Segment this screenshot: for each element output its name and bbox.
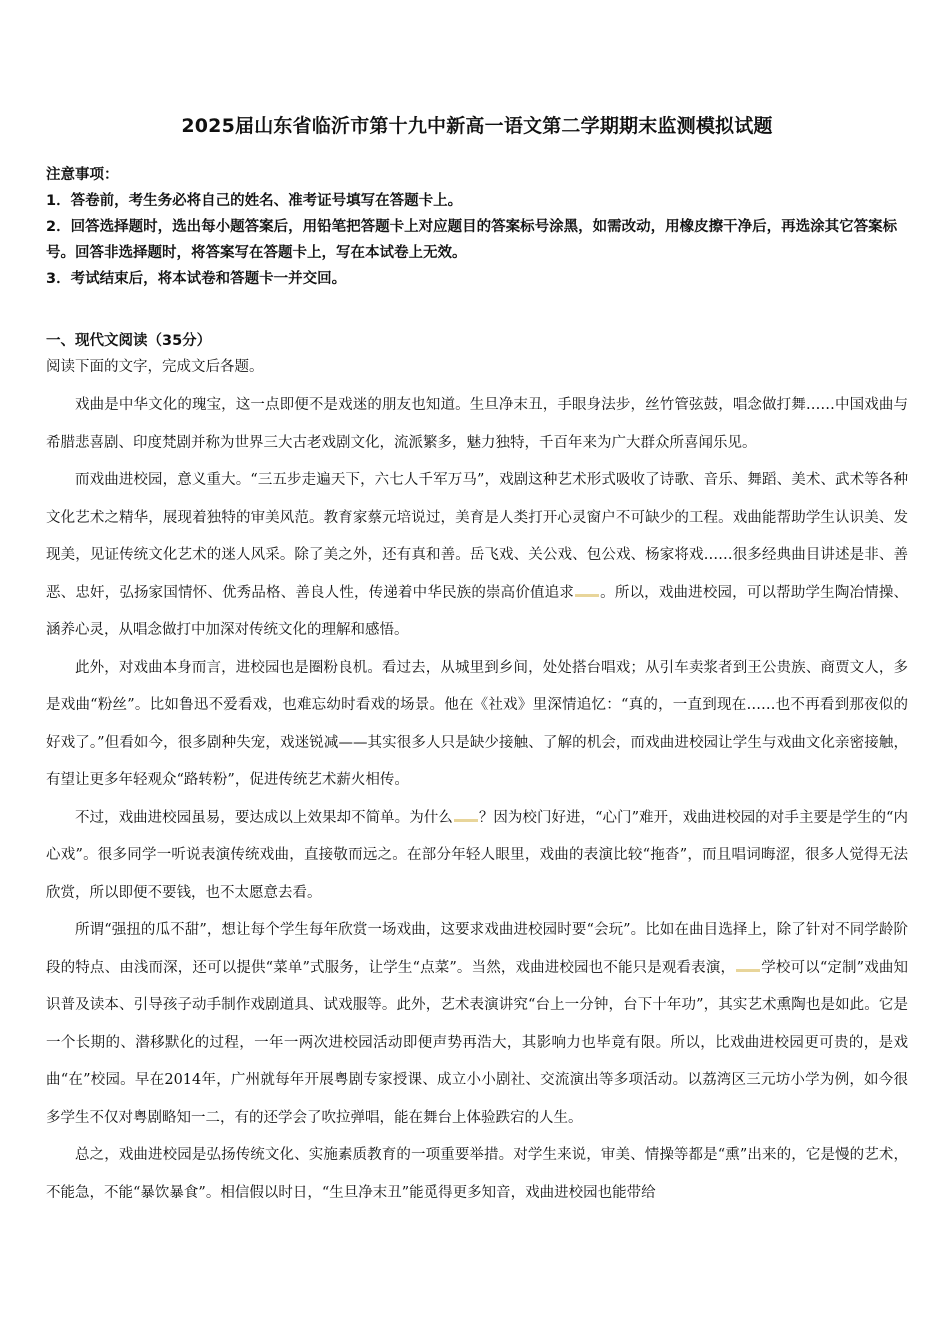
paragraph-5-text-b: 学校可以“定制”戏曲知识普及读本、引导孩子动手制作戏剧道具、试戏服等。此外，艺术表演讲究“台上一分钟，台下十年功”，其实艺术熏陶也是如此。它是一个长期的、潜移默化的过程，一年一两次进校园活动即便声势再浩大，其影响力也毕竟有限。所以，比戏曲进校园更可贵的，是戏曲“在”校园。早在2014年，广州就每年开展粤剧专家授课、成立小小剧社、交流演出等多项活动。以荔湾区三元坊小学为例，如今很多学生不仅对粤剧略知一二，有的还学会了吹拉弹唱，能在舞台上体验跌宕的人生。 <box>46 959 908 1126</box>
answer-blank-3[interactable] <box>736 968 760 972</box>
answer-blank-2[interactable] <box>454 818 478 822</box>
paragraph-6: 总之，戏曲进校园是弘扬传统文化、实施素质教育的一项重要举措。对学生来说，审美、情操等都是“熏”出来的，它是慢的艺术，不能急，不能“暴饮暴食”。相信假以时日，“生旦净末丑”能觅得更多知音，戏曲进校园也能带给 <box>46 1147 908 1201</box>
notice-heading: 注意事项： <box>46 167 119 183</box>
paragraph-5 <box>46 912 908 1137</box>
exam-page <box>46 112 908 1212</box>
paragraph-4-text-a: 不过，戏曲进校园虽易，要达成以上效果却不简单。为什么 <box>75 809 453 826</box>
notice-item-3: 3．考试结束后，将本试卷和答题卡一并交回。 <box>46 271 347 287</box>
notice-item-1: 1．答卷前，考生务必将自己的姓名、准考证号填写在答题卡上。 <box>46 193 463 209</box>
paragraph-4 <box>46 800 908 913</box>
notice-block <box>46 162 908 292</box>
paragraph-5-text-a: 所谓“强扭的瓜不甜”，想让每个学生每年欣赏一场戏曲，这要求戏曲进校园时要“会玩”。比如在曲目选择上，除了针对不同学龄阶段的特点、由浅而深，还可以提供“菜单”式服务，让学生“点菜”。当然，戏曲进校园也不能只是观看表演， <box>46 922 908 976</box>
paragraph-2-text-b: 。所以，戏曲进校园，可以帮助学生陶冶情操、涵养心灵，从唱念做打中加深对传统文化的理解和感悟。 <box>46 584 908 638</box>
section-heading: 一、现代文阅读（35分） <box>46 333 212 349</box>
exam-title: 2025届山东省临沂市第十九中新高一语文第二学期期末监测模拟试题 <box>181 115 773 137</box>
section-instruction: 阅读下面的文字，完成文后各题。 <box>46 359 264 375</box>
paragraph-2 <box>46 462 908 650</box>
paragraph-2-text-a: 而戏曲进校园，意义重大。“三五步走遍天下，六七人千军万马”，戏剧这种艺术形式吸收了诗歌、音乐、舞蹈、美术、武术等各种文化艺术之精华，展现着独特的审美风范。教育家蔡元培说过，美育是人类打开心灵窗户不可缺少的工程。戏曲能帮助学生认识美、发现美，见证传统文化艺术的迷人风采。除了美之外，还有真和善。岳飞戏、关公戏、包公戏、杨家将戏……很多经典曲目讲述是非、善恶、忠奸，弘扬家国情怀、优秀品格、善良人性，传递着中华民族的崇高价值追求 <box>46 472 908 601</box>
paragraph-3: 此外，对戏曲本身而言，进校园也是圈粉良机。看过去，从城里到乡间，处处搭台唱戏；从引车卖浆者到王公贵族、商贾文人，多是戏曲“粉丝”。比如鲁迅不爱看戏，也难忘幼时看戏的场景。他在《社戏》里深情追忆：“真的，一直到现在……也不再看到那夜似的好戏了。”但看如今，很多剧种失宠，戏迷锐减——其实很多人只是缺少接触、了解的机会，而戏曲进校园让学生与戏曲文化亲密接触，有望让更多年轻观众“路转粉”，促进传统艺术薪火相传。 <box>46 659 908 788</box>
paragraph-4-text-b: ？因为校门好进，“心门”难开，戏曲进校园的对手主要是学生的“内心戏”。很多同学一听说表演传统戏曲，直接敬而远之。在部分年轻人眼里，戏曲的表演比较“拖沓”，而且唱词晦涩，很多人觉得无法欣赏，所以即便不要钱，也不太愿意去看。 <box>46 809 908 901</box>
answer-blank-1[interactable] <box>575 593 599 597</box>
paragraph-1: 戏曲是中华文化的瑰宝，这一点即便不是戏迷的朋友也知道。生旦净末丑，手眼身法步，丝竹管弦鼓，唱念做打舞……中国戏曲与希腊悲喜剧、印度梵剧并称为世界三大古老戏剧文化，流派繁多，魅力独特，千百年来为广大群众所喜闻乐见。 <box>46 397 908 451</box>
notice-item-2: 2．回答选择题时，选出每小题答案后，用铅笔把答题卡上对应题目的答案标号涂黑，如需改动，用橡皮擦干净后，再选涂其它答案标号。回答非选择题时，将答案写在答题卡上，写在本试卷上无效。 <box>46 219 898 261</box>
